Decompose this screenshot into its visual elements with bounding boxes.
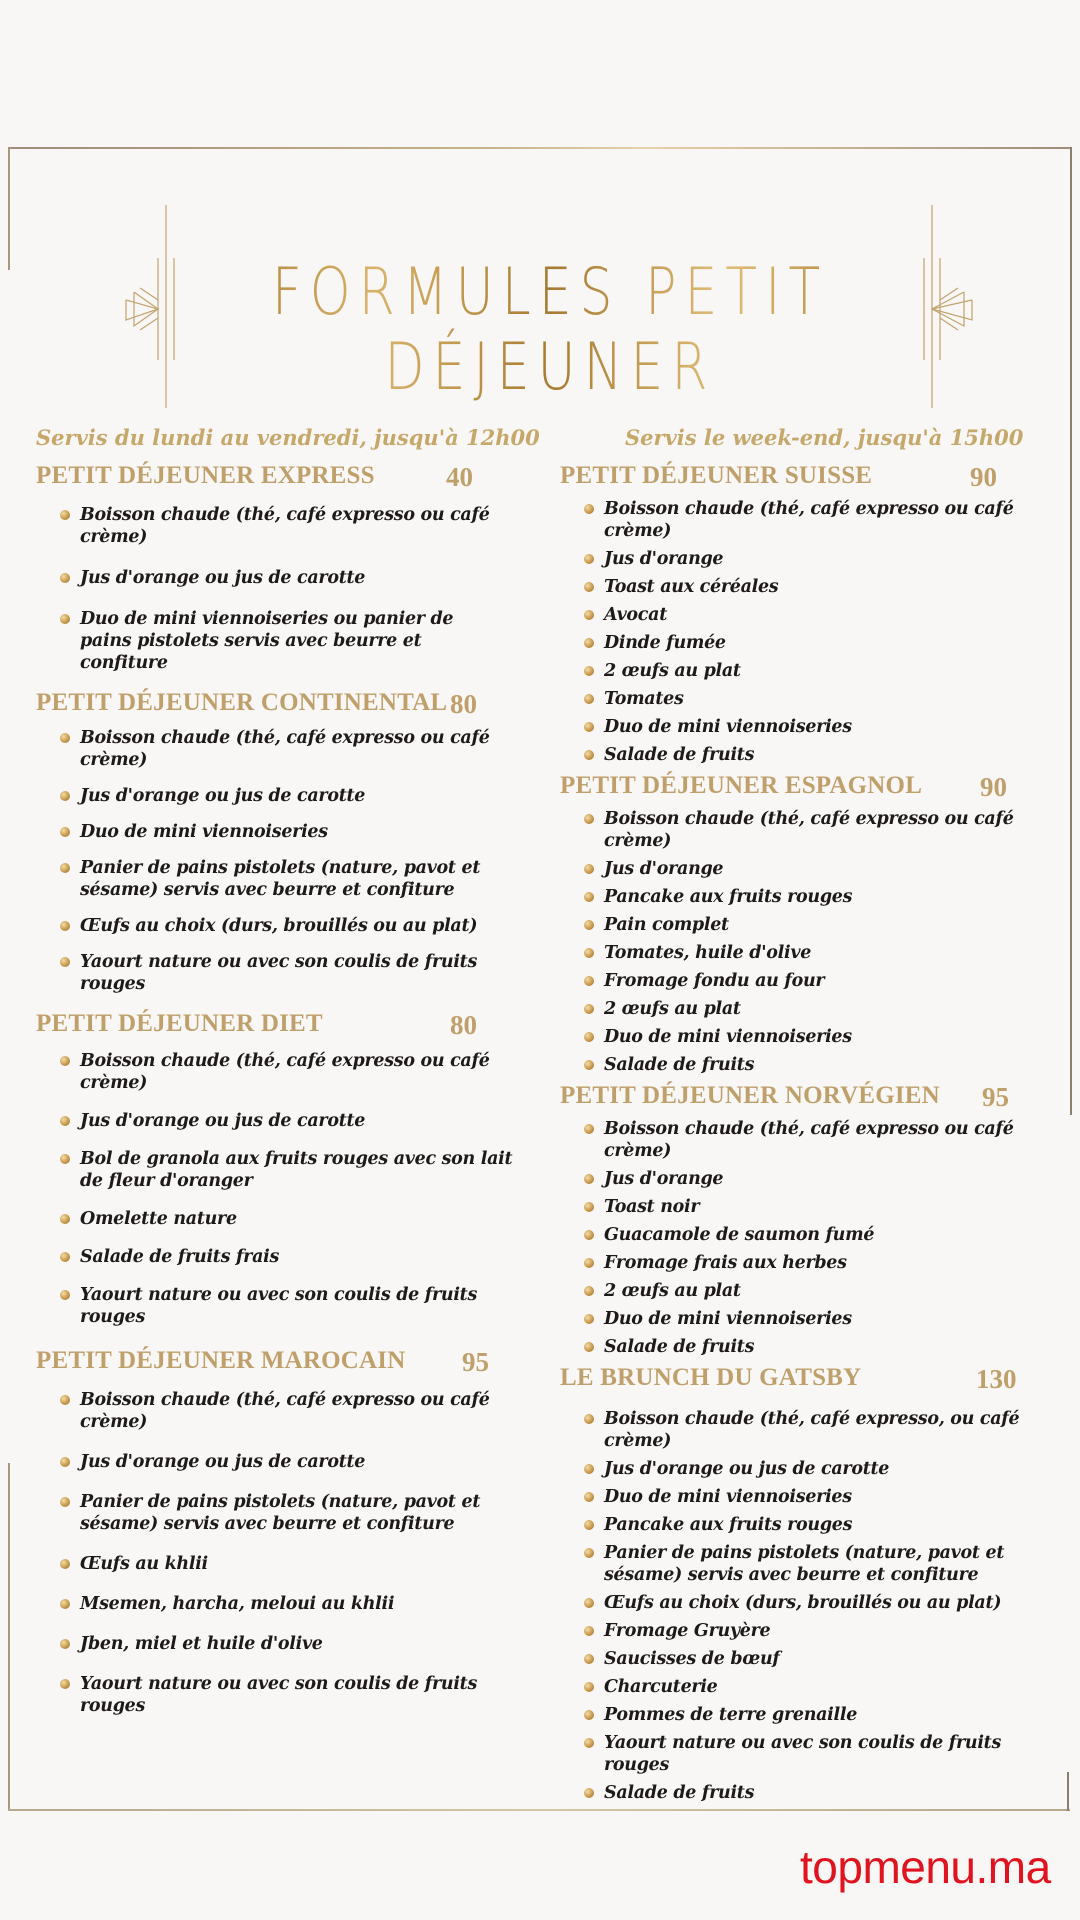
- gold-bullet-icon: [60, 1116, 70, 1126]
- gold-bullet-icon: [584, 1032, 594, 1042]
- gold-bullet-icon: [60, 733, 70, 743]
- gold-bullet-icon: [584, 1230, 594, 1240]
- list-item: Duo de mini viennoiseries ou panier de pains pistolets servis avec beurre et confiture: [60, 608, 536, 674]
- gold-bullet-icon: [584, 1202, 594, 1212]
- watermark-link[interactable]: topmenu.ma: [800, 1841, 1051, 1893]
- gold-bullet-icon: [584, 814, 594, 824]
- frame-border-top: [8, 147, 1072, 149]
- list-item: Fromage frais aux herbes: [584, 1252, 1060, 1274]
- gold-bullet-icon: [584, 864, 594, 874]
- list-item: 2 œufs au plat: [584, 660, 1060, 682]
- gold-bullet-icon: [584, 1626, 594, 1636]
- list-item: Charcuterie: [584, 1676, 1060, 1698]
- list-item: Pain complet: [584, 914, 1060, 936]
- list-item: Jus d'orange ou jus de carotte: [60, 1110, 536, 1132]
- gold-bullet-icon: [584, 1598, 594, 1608]
- list-item: 2 œufs au plat: [584, 1280, 1060, 1302]
- gold-bullet-icon: [60, 957, 70, 967]
- section-price: 80: [450, 689, 477, 719]
- section-title: PETIT DÉJEUNER NORVÉGIEN: [560, 1082, 940, 1109]
- section-title: PETIT DÉJEUNER SUISSE: [560, 462, 873, 489]
- list-item: Saucisses de bœuf: [584, 1648, 1060, 1670]
- gold-bullet-icon: [60, 1679, 70, 1689]
- list-item: Jus d'orange: [584, 548, 1060, 570]
- list-item: 2 œufs au plat: [584, 998, 1060, 1020]
- list-item: Panier de pains pistolets (nature, pavot et sésame) servis avec beurre et confiture: [584, 1542, 1060, 1586]
- menu-section-suisse: [560, 462, 1060, 766]
- section-title: PETIT DÉJEUNER ESPAGNOL: [560, 772, 923, 799]
- list-item: Œufs au choix (durs, brouillés ou au plat): [60, 915, 536, 937]
- list-item: Toast aux céréales: [584, 576, 1060, 598]
- list-item: Duo de mini viennoiseries: [584, 1308, 1060, 1330]
- section-price: 130: [976, 1364, 1017, 1394]
- gold-bullet-icon: [584, 948, 594, 958]
- menu-section-brunch-gatsby: [560, 1364, 1060, 1804]
- list-item: Pommes de terre grenaille: [584, 1704, 1060, 1726]
- gold-bullet-icon: [60, 614, 70, 624]
- weekend-column: [560, 425, 1060, 1810]
- gold-bullet-icon: [584, 1788, 594, 1798]
- list-item: Salade de fruits: [584, 1054, 1060, 1076]
- gold-bullet-icon: [584, 666, 594, 676]
- list-item: Yaourt nature ou avec son coulis de fruits rouges: [60, 1284, 536, 1328]
- gold-bullet-icon: [60, 1252, 70, 1262]
- serving-hours-weekend: Servis le week-end, jusqu'à 15h00: [625, 425, 1024, 450]
- menu-section-marocain: [36, 1347, 536, 1717]
- gold-bullet-icon: [60, 1056, 70, 1066]
- gold-bullet-icon: [60, 1639, 70, 1649]
- gold-bullet-icon: [584, 1548, 594, 1558]
- gold-bullet-icon: [60, 1559, 70, 1569]
- list-item: Msemen, harcha, meloui au khlii: [60, 1593, 536, 1615]
- gold-bullet-icon: [60, 1457, 70, 1467]
- list-item: Jus d'orange ou jus de carotte: [60, 567, 536, 589]
- gold-bullet-icon: [584, 1682, 594, 1692]
- gold-bullet-icon: [584, 1492, 594, 1502]
- gold-bullet-icon: [584, 920, 594, 930]
- section-price: 90: [970, 462, 997, 492]
- gold-bullet-icon: [584, 610, 594, 620]
- list-item: Boisson chaude (thé, café expresso ou café crème): [60, 504, 536, 548]
- art-deco-ornament-left-icon: [118, 200, 198, 410]
- section-title: PETIT DÉJEUNER EXPRESS: [36, 462, 375, 489]
- list-item: Boisson chaude (thé, café expresso ou café crème): [584, 1118, 1060, 1162]
- list-item: Salade de fruits: [584, 1336, 1060, 1358]
- section-price: 95: [462, 1347, 489, 1377]
- list-item: Pancake aux fruits rouges: [584, 886, 1060, 908]
- frame-border-left-upper: [8, 147, 10, 270]
- list-item: Salade de fruits: [584, 744, 1060, 766]
- list-item: Panier de pains pistolets (nature, pavot et sésame) servis avec beurre et confiture: [60, 857, 536, 901]
- list-item: Yaourt nature ou avec son coulis de fruits rouges: [60, 1673, 536, 1717]
- section-price: 40: [446, 462, 473, 492]
- gold-bullet-icon: [60, 573, 70, 583]
- gold-bullet-icon: [60, 1290, 70, 1300]
- list-item: Œufs au khlii: [60, 1553, 536, 1575]
- list-item: Duo de mini viennoiseries: [60, 821, 536, 843]
- list-item: Boisson chaude (thé, café expresso ou café crème): [584, 808, 1060, 852]
- gold-bullet-icon: [584, 750, 594, 760]
- gold-bullet-icon: [584, 1004, 594, 1014]
- gold-bullet-icon: [584, 1286, 594, 1296]
- list-item: Boisson chaude (thé, café expresso ou café crème): [60, 1389, 536, 1433]
- gold-bullet-icon: [60, 510, 70, 520]
- list-item: Fromage fondu au four: [584, 970, 1060, 992]
- section-title: PETIT DÉJEUNER MAROCAIN: [36, 1347, 406, 1374]
- list-item: Duo de mini viennoiseries: [584, 716, 1060, 738]
- gold-bullet-icon: [584, 1654, 594, 1664]
- serving-hours-weekday: Servis du lundi au vendredi, jusqu'à 12h00: [36, 425, 540, 450]
- gold-bullet-icon: [584, 554, 594, 564]
- gold-bullet-icon: [60, 1497, 70, 1507]
- list-item: Duo de mini viennoiseries: [584, 1026, 1060, 1048]
- list-item: Yaourt nature ou avec son coulis de fruits rouges: [60, 951, 536, 995]
- list-item: Tomates, huile d'olive: [584, 942, 1060, 964]
- gold-bullet-icon: [584, 582, 594, 592]
- list-item: Salade de fruits frais: [60, 1246, 536, 1268]
- list-item: Bol de granola aux fruits rouges avec son lait de fleur d'oranger: [60, 1148, 536, 1192]
- gold-bullet-icon: [60, 863, 70, 873]
- gold-bullet-icon: [584, 504, 594, 514]
- gold-bullet-icon: [584, 1060, 594, 1070]
- section-price: 95: [982, 1082, 1009, 1112]
- gold-bullet-icon: [584, 1124, 594, 1134]
- list-item: Œufs au choix (durs, brouillés ou au plat): [584, 1592, 1060, 1614]
- section-title: PETIT DÉJEUNER CONTINENTAL: [36, 689, 448, 716]
- page-title: FORMULES PETIT DÉJEUNER: [200, 255, 900, 405]
- list-item: Omelette nature: [60, 1208, 536, 1230]
- gold-bullet-icon: [584, 1414, 594, 1424]
- list-item: Boisson chaude (thé, café expresso ou café crème): [60, 727, 536, 771]
- list-item: Guacamole de saumon fumé: [584, 1224, 1060, 1246]
- frame-border-right-upper: [1070, 147, 1072, 1115]
- list-item: Tomates: [584, 688, 1060, 710]
- gold-bullet-icon: [60, 1154, 70, 1164]
- list-item: Boisson chaude (thé, café expresso, ou café crème): [584, 1408, 1060, 1452]
- gold-bullet-icon: [60, 1599, 70, 1609]
- gold-bullet-icon: [584, 1710, 594, 1720]
- menu-section-espagnol: [560, 772, 1060, 1076]
- menu-section-express: [36, 462, 536, 674]
- gold-bullet-icon: [584, 1342, 594, 1352]
- gold-bullet-icon: [584, 1464, 594, 1474]
- gold-bullet-icon: [584, 638, 594, 648]
- section-price: 90: [980, 772, 1007, 802]
- weekday-column: [36, 425, 540, 1736]
- art-deco-ornament-right-icon: [900, 200, 980, 410]
- gold-bullet-icon: [60, 1214, 70, 1224]
- list-item: Jus d'orange ou jus de carotte: [584, 1458, 1060, 1480]
- list-item: Fromage Gruyère: [584, 1620, 1060, 1642]
- section-price: 80: [450, 1010, 477, 1040]
- menu-section-continental: [36, 689, 536, 995]
- section-title: LE BRUNCH DU GATSBY: [560, 1364, 862, 1391]
- gold-bullet-icon: [584, 892, 594, 902]
- gold-bullet-icon: [584, 1314, 594, 1324]
- list-item: Toast noir: [584, 1196, 1060, 1218]
- gold-bullet-icon: [60, 921, 70, 931]
- gold-bullet-icon: [60, 827, 70, 837]
- section-title: PETIT DÉJEUNER DIET: [36, 1010, 323, 1037]
- gold-bullet-icon: [584, 694, 594, 704]
- list-item: Pancake aux fruits rouges: [584, 1514, 1060, 1536]
- list-item: Jus d'orange ou jus de carotte: [60, 1451, 536, 1473]
- list-item: Jus d'orange: [584, 1168, 1060, 1190]
- gold-bullet-icon: [584, 1174, 594, 1184]
- list-item: Jben, miel et huile d'olive: [60, 1633, 536, 1655]
- menu-section-norvegien: [560, 1082, 1060, 1358]
- menu-section-diet: [36, 1010, 536, 1328]
- gold-bullet-icon: [584, 1738, 594, 1748]
- gold-bullet-icon: [60, 791, 70, 801]
- list-item: Avocat: [584, 604, 1060, 626]
- gold-bullet-icon: [584, 722, 594, 732]
- gold-bullet-icon: [60, 1395, 70, 1405]
- gold-bullet-icon: [584, 1520, 594, 1530]
- gold-bullet-icon: [584, 976, 594, 986]
- list-item: Dinde fumée: [584, 632, 1060, 654]
- list-item: Boisson chaude (thé, café expresso ou café crème): [60, 1050, 536, 1094]
- list-item: Boisson chaude (thé, café expresso ou café crème): [584, 498, 1060, 542]
- list-item: Salade de fruits: [584, 1782, 1060, 1804]
- list-item: Jus d'orange: [584, 858, 1060, 880]
- gold-bullet-icon: [584, 1258, 594, 1268]
- frame-border-right-lower: [1067, 1772, 1069, 1811]
- list-item: Panier de pains pistolets (nature, pavot et sésame) servis avec beurre et confiture: [60, 1491, 536, 1535]
- list-item: Yaourt nature ou avec son coulis de fruits rouges: [584, 1732, 1060, 1776]
- list-item: Jus d'orange ou jus de carotte: [60, 785, 536, 807]
- frame-border-left-lower: [8, 1463, 10, 1811]
- list-item: Duo de mini viennoiseries: [584, 1486, 1060, 1508]
